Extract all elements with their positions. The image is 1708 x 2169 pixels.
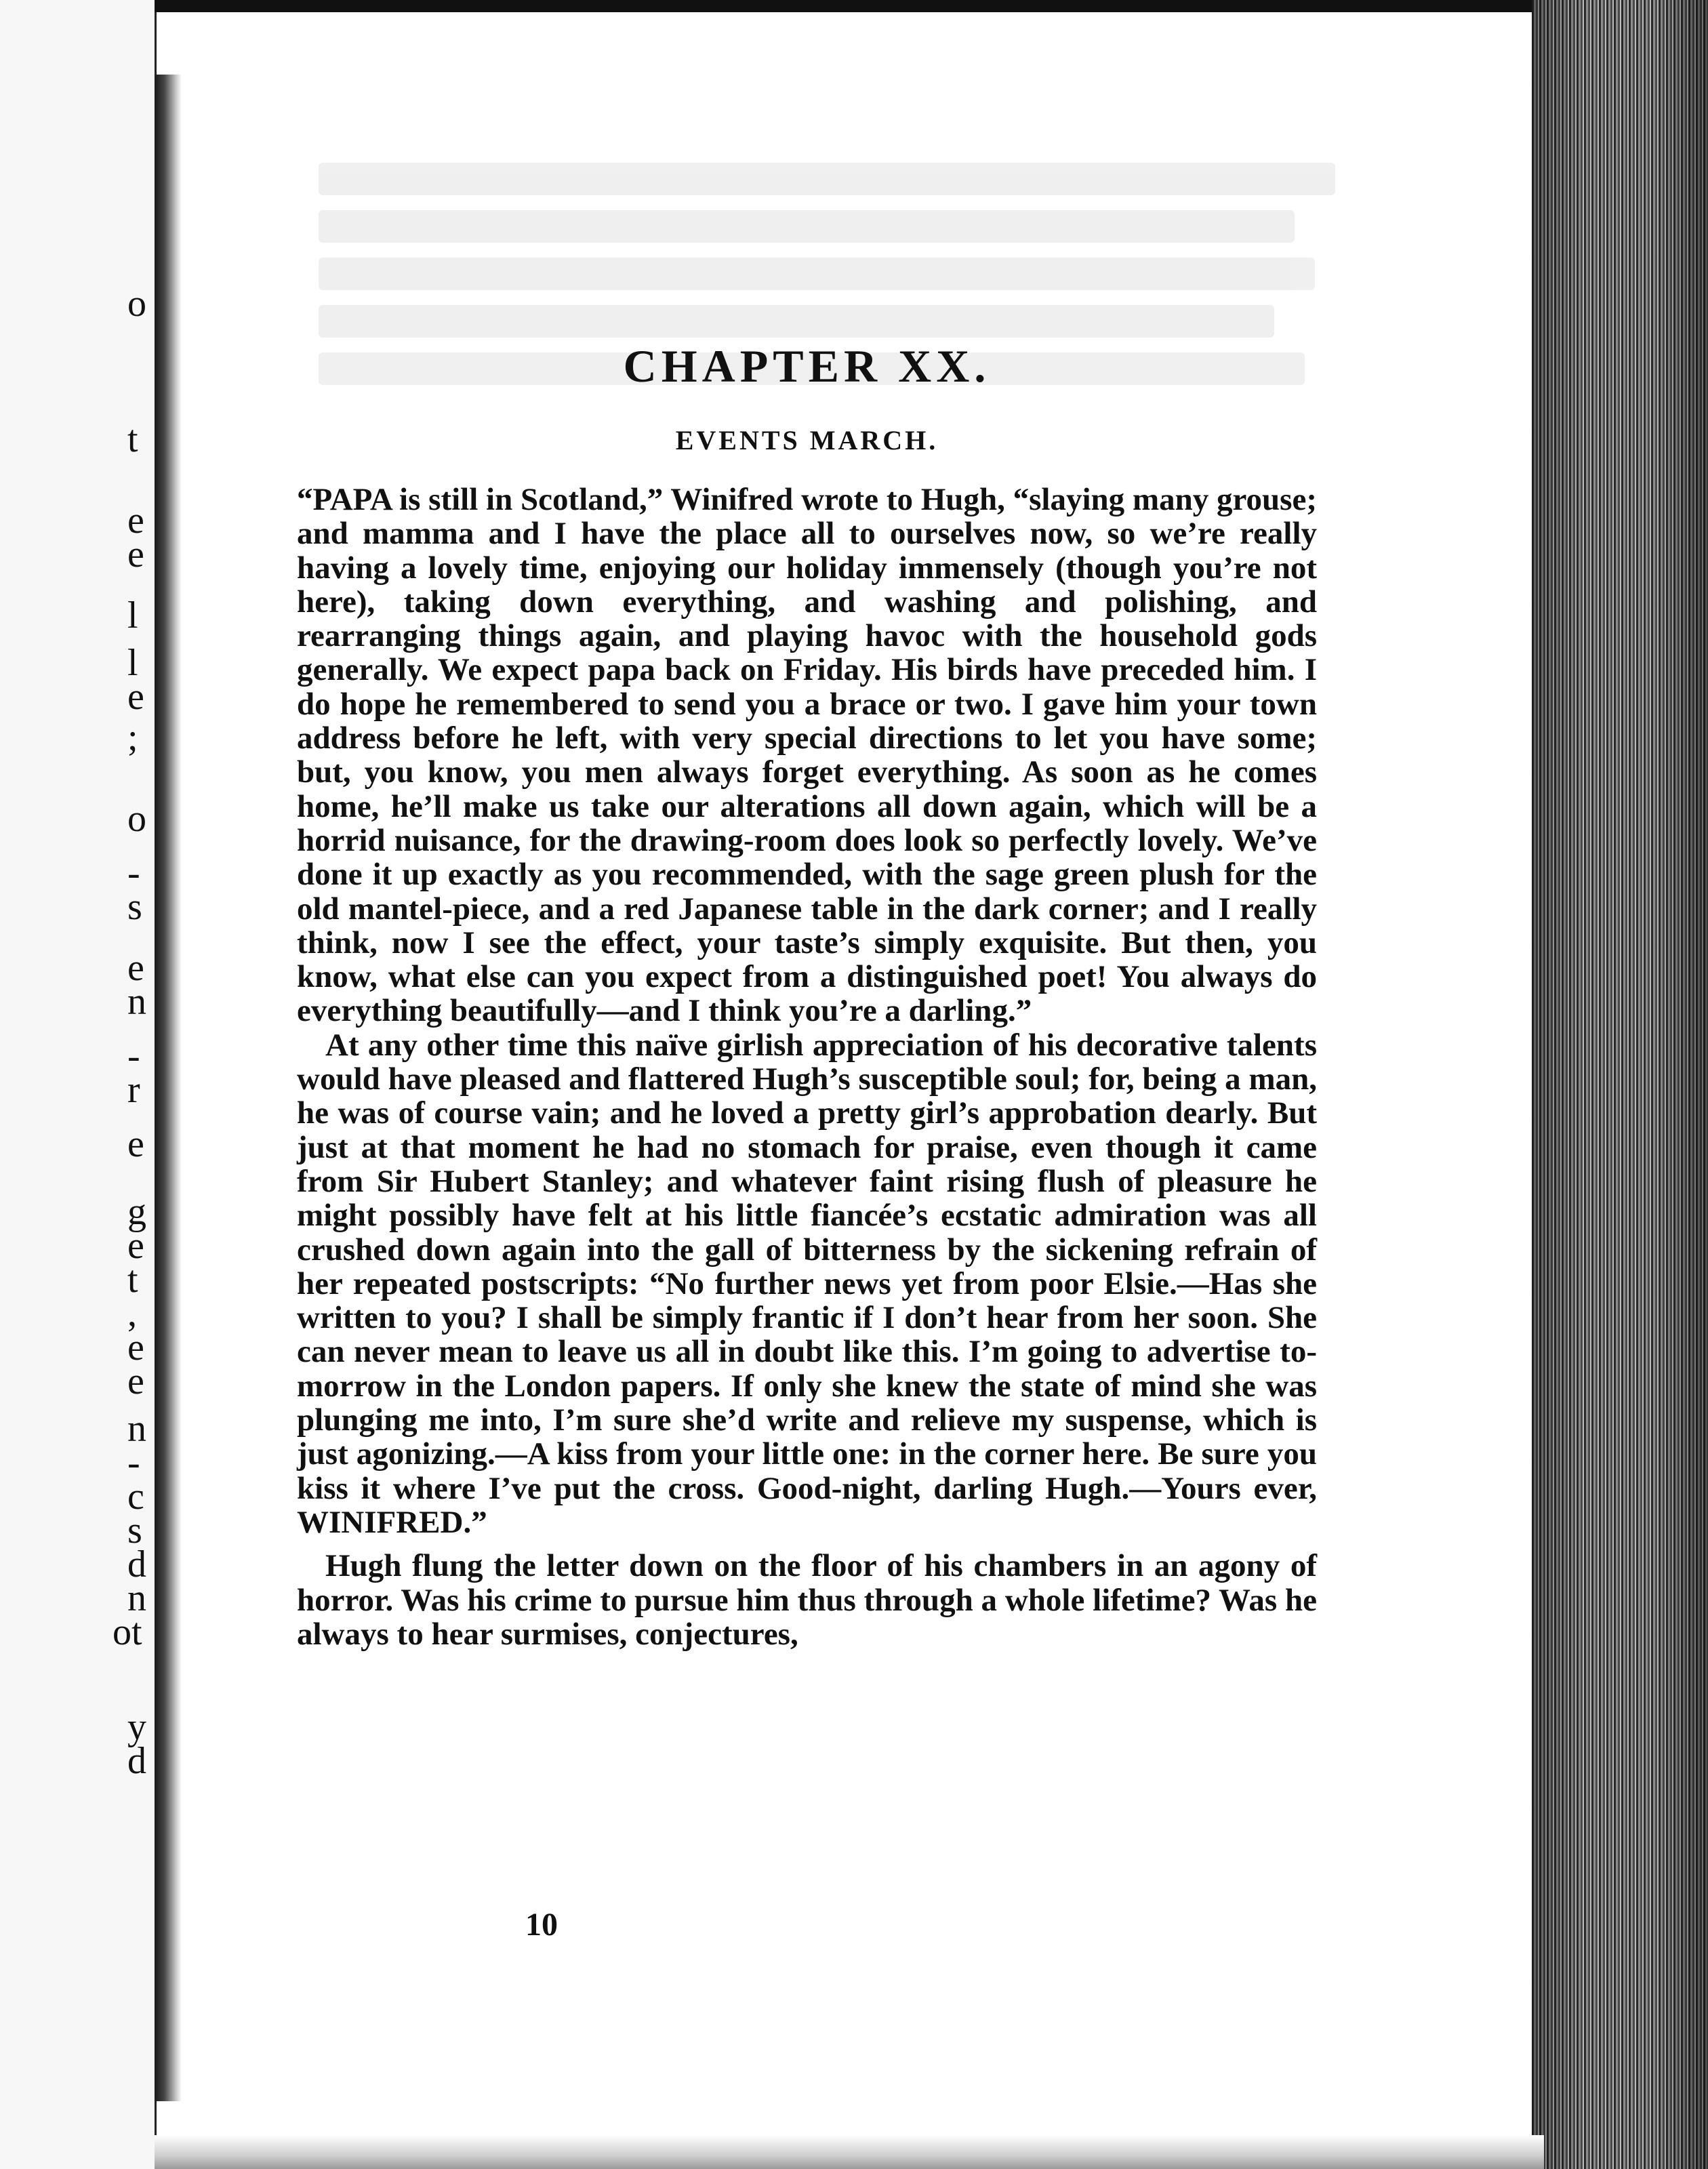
left-page-fragment: d [127,1543,146,1585]
left-page-fragment: e [127,947,144,989]
left-page-fragment: e [127,533,144,575]
chapter-title: CHAPTER XX. [623,340,991,392]
left-page-fragment: y [127,1706,146,1748]
left-page-fragment: - [127,1442,140,1484]
left-page-fragment: e [127,1360,144,1402]
left-page-fragment: s [127,886,142,928]
left-page-fragment: s [127,1509,142,1552]
paragraph-1: “PAPA is still in Scotland,” Winifred wrote to Hugh, “slaying many grouse; and mamma and I have the place all to ourselves now, so we’re really having a lovely time, enjoying our holiday immensely (though you’re not here), taking down everything, and washing and polishing, and rearranging things again, and playing havoc with the household gods generally. We expect papa back on Friday. His birds have preceded him. I do hope he remembered to send you a brace or two. I gave him your town address before he left, with very special directions to let you have some; but, you know, you men always forget everything. As soon as he comes home, he’ll make us take our alterations all down again, which will be a horrid nuisance, for the drawing-room does look so perfectly lovely. We’ve done it up exactly as you recommended, with the sage green plush for the old mantel-piece, and a red Japanese table in the dark corner; and I really think, now I see the effect, your taste’s simply exquisite. But then, you know, what else can you expect from a distinguished poet! You always do everything beautifully—and I think you’re a darling.” [297,482,1317,1029]
left-page-fragment: e [127,1123,144,1165]
left-page-fragment: e [127,1225,144,1267]
top-page-edge [155,0,1544,12]
page-text-block [297,339,1317,1651]
left-page-fragment: l [127,594,138,636]
chapter-subtitle: EVENTS MARCH. [675,425,939,455]
left-page-fragment: e [127,1326,144,1369]
left-page-fragment: o [127,798,146,840]
left-page-fragment: d [127,1740,146,1782]
paragraph-3: Hugh flung the letter down on the floor of his chambers in an agony of horror. Was his crime to pursue him thus through a whole lifetime? Was he always to hear surmises, conjectures, [297,1548,1317,1652]
left-page-fragment: , [127,1293,137,1335]
paragraph-2: At any other time this naïve girlish appreciation of his decorative talents would have pleased and flattered Hugh’s susceptible soul; for, being a man, he was of course vain; and he loved a pretty girl’s approbation dearly. But just at that moment he had no stomach for praise, even though it came from Sir Hubert Stanley; and whatever faint rising flush of pleasure he might possibly have felt at his little fiancée’s ecstatic admiration was all crushed down again into the gall of bitterness by the sickening refrain of her repeated postscripts: “No further news yet from poor Elsie.—Has she written to you? I shall be simply frantic if I don’t hear from her soon. She can never mean to leave us all in doubt like this. I’m going to advertise to-morrow in the London papers. If only she knew the state of mind she was plunging me into, I’m sure she’d write and relieve my suspense, which is just agonizing.—A kiss from your little one: in the corner here. Be sure you kiss it where I’ve put the cross. Good-night, darling Hugh.—Yours ever, WINIFRED.” [297,1027,1317,1540]
left-page-fragment: ot [113,1611,142,1653]
chapter-body [297,483,1317,1651]
left-page-fragment: r [127,1069,140,1111]
left-page-fragment: g [127,1191,146,1233]
gutter-shadow [155,75,182,2101]
left-page-fragment: ; [127,716,138,758]
left-page-fragment: - [127,1035,140,1077]
left-page-fragment: n [127,1408,146,1450]
left-page-fragments [0,0,155,2169]
left-page-fragment: e [127,676,144,718]
folio-number: 10 [525,1907,558,1943]
left-page-fragment: t [127,1259,138,1301]
left-page-fragment: n [127,981,146,1023]
left-page-fragment: e [127,500,144,542]
book-page-edges [1532,0,1708,2169]
left-page-fragment: o [127,283,146,325]
bottom-page-shadow [155,2135,1544,2169]
left-page-fragment: l [127,642,138,684]
left-page-fragment: c [127,1476,144,1518]
left-page-fragment: - [127,852,140,894]
left-page-fragment: t [127,418,138,460]
left-page-fragment: n [127,1577,146,1619]
